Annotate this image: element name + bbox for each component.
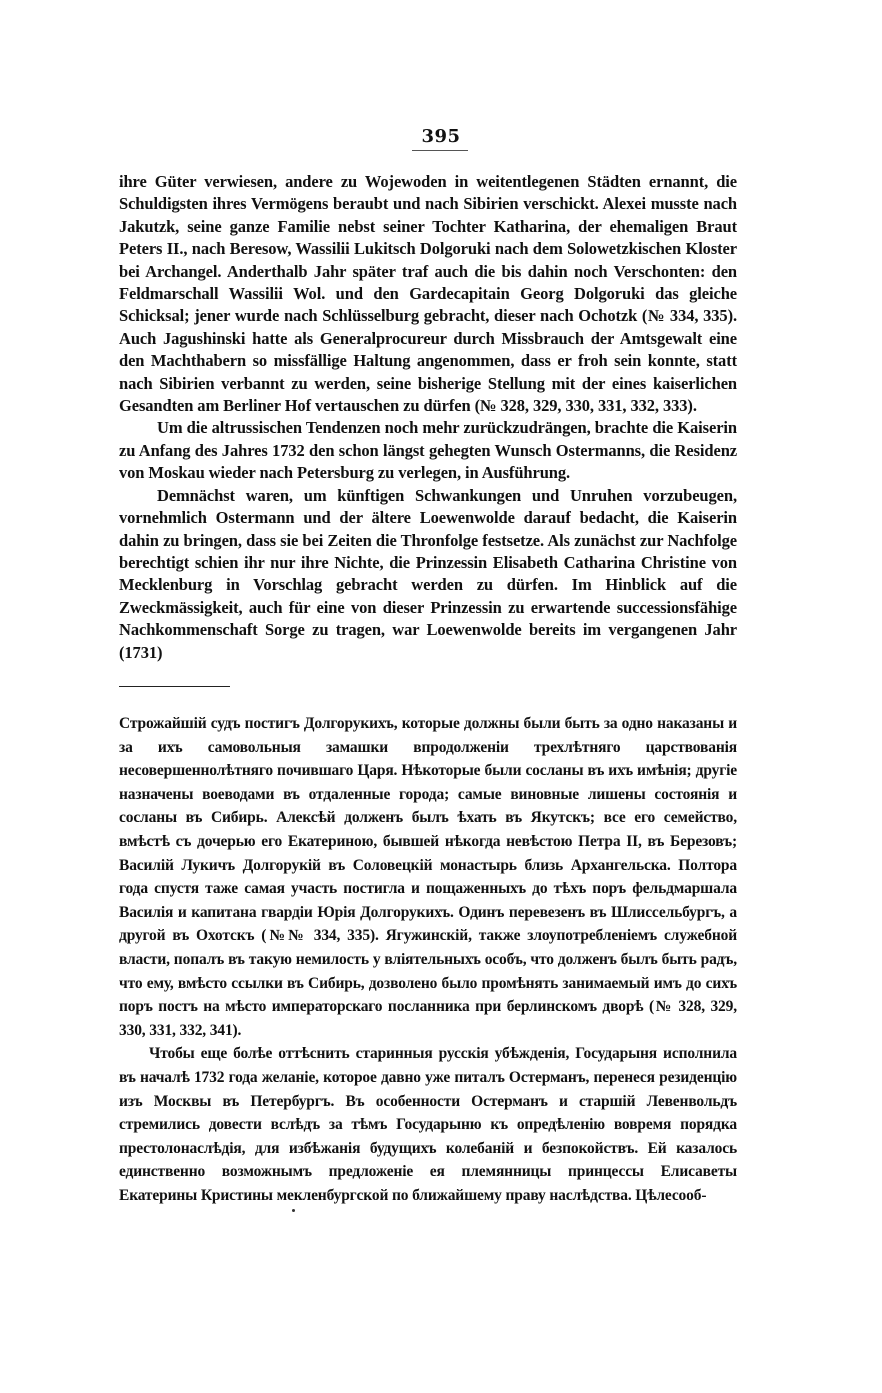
german-paragraph-3: Demnächst waren, um künftigen Schwankungen und Unruhen vorzubeugen, vornehmlich Ostermann und der ältere Loewenwolde darauf bedacht, die Kaiserin dahin zu bringen, dass sie bei Zeiten die Thronfolge festsetze. Als zunächst zur Nachfolge berechtigt schien ihr nur ihre Nichte, die Prinzessin Elisabeth Catharina Christine von Mecklenburg in Vorschlag gebracht werden zu dürfen. Im Hinblick auf die Zweckmässigkeit, auch für eine von dieser Prinzessin zu erwartende successionsfähige Nachkommenschaft Sorge zu tragen, war Loewenwolde bereits im vergangenen Jahr (1731) [119,485,737,662]
footnote-divider [119,686,230,687]
main-text-german [119,171,737,664]
page-number-rule [412,150,468,151]
russian-paragraph-2: Чтобы еще болѣе оттѣснить старинныя русскія убѣжденія, Государыня исполнила въ началѣ 1732 года желаніе, которое давно уже питалъ Остерманъ, перенеся резиденцію изъ Москвы въ Петербургъ. Въ особенности Остерманъ и старшій Левенвольдъ стремились довести вслѣдъ за тѣмъ Государыню къ опредѣленію вовремя порядка престолонаслѣдія, для избѣжанія будущихъ колебаній и безпокойствъ. Ей казалось единственно возможнымъ предложеніе ея племянницы принцессы Елисаветы Екатерины Кристины мекленбургской по ближайшему праву наслѣдства. Цѣлесооб- [119,1045,737,1204]
german-paragraph-2: Um die altrussischen Tendenzen noch mehr zurückzudrängen, brachte die Kaiserin zu Anfang des Jahres 1732 den schon längst gehegten Wunsch Ostermanns, die Residenz von Moskau wieder nach Petersburg zu verlegen, in Ausführung. [119,418,737,483]
ink-speck [292,1209,295,1212]
main-text-russian [119,712,737,1207]
german-paragraph-1: ihre Güter verwiesen, andere zu Wojewoden in weitentlegenen Städten ernannt, die Schuldigsten ihres Vermögens beraubt und nach Sibirien verschickt. Alexei musste nach Jakutzk, seine ganze Familie nebst seiner Tochter Katharina, der ehemaligen Braut Peters II., nach Beresow, Wassilii Lukitsch Dolgoruki nach dem Solowetzkischen Kloster bei Archangel. Anderthalb Jahr später traf auch die bis dahin noch Verschonten: den Feldmarschall Wassilii Wol. und den Gardecapitain Georg Dolgoruki das gleiche Schicksal; jener wurde nach Schlüsselburg gebracht, dieser nach Ochotzk (№ 334, 335). Auch Jagushinski hatte als Generalprocureur durch Missbrauch der Amtsgewalt eine den Machthabern so missfällige Haltung angenommen, dass er froh sein konnte, statt nach Sibirien verbannt zu werden, seine bisherige Stellung mit der eines kaiserlichen Gesandten am Berliner Hof vertauschen zu dürfen (№ 328, 329, 330, 331, 332, 333). [119,172,737,416]
page-number: 395 [421,126,461,147]
russian-paragraph-1: Строжайшій судъ постигъ Долгорукихъ, которые должны были быть за одно наказаны и за ихъ самовольныя замашки впродолженіи трехлѣтняго царствованія несовершеннолѣтняго почившаго Царя. Нѣкоторые были сосланы въ ихъ имѣнія; другіе назначены воеводами въ отдаленные города; самые виновные лишены состоянія и сосланы въ Сибирь. Алексѣй долженъ былъ ѣхать въ Якутскъ; все его семейство, вмѣстѣ съ дочерью его Екатериною, бывшей нѣкогда невѣстою Петра II, въ Березовъ; Василій Лукичъ Долгорукій въ Соловецкій монастырь близь Архангельска. Полтора года спустя таже самая участь постигла и пощаженныхъ до тѣхъ поръ фельдмаршала Василія и капитана гвардіи Юрія Долгорукихъ. Одинъ перевезенъ въ Шлиссельбургъ, а другой въ Охотскъ (№№ 334, 335). Ягужинскій, также злоупотребленіемъ служебной власти, попалъ въ такую немилость у вліятельныхъ особъ, что долженъ былъ быть радъ, что ему, вмѣсто ссылки въ Сибирь, дозволено было промѣнять занимаемый имъ до сихъ поръ постъ на мѣсто императорскаго посланника при берлинскомъ дворѣ (№ 328, 329, 330, 331, 332, 341). [119,715,737,1039]
